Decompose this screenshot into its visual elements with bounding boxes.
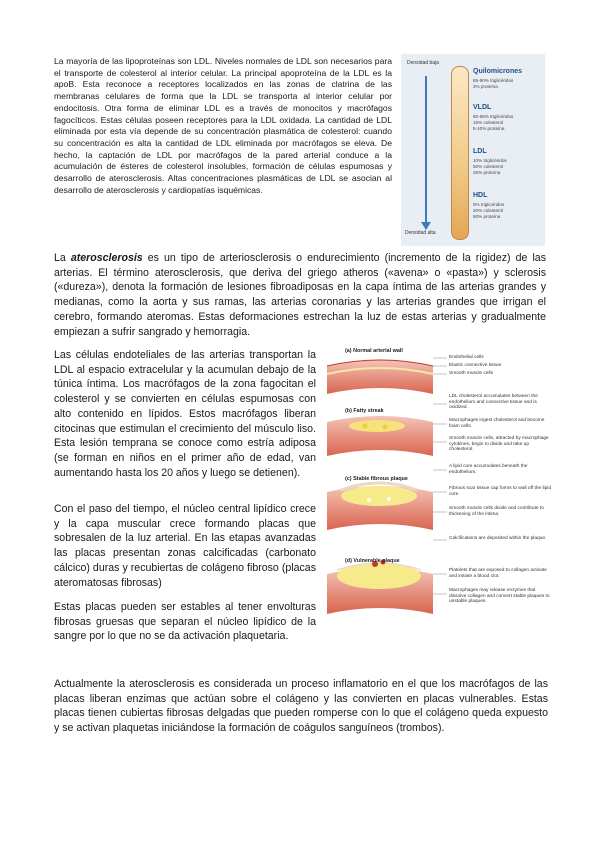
intro-paragraph: La mayoría de las lipoproteínas son LDL. Niveles normales de LDL son necesarios para el transporte de colesterol al interior celular. La principal apoproteína de la LDL es la apoB. Esta reconoce a receptores localizados en las zonas de clatrina de las membranas celulares de forma que la LDL se transporta al interior celular por endocitosis. Otra forma de eliminar LDL es a través de monocitos y macrófagos fagocíticos. Estas células poseen receptores para la LDL oxidada. La cantidad de LDL eliminada por esta vía depende de su concentración plasmática de colesterol: cuando su concentración es alta la cantidad de LDL eliminada por macrófagos se eleva. De hecho, la captación de LDL por macrófagos de la pared arterial conduce a la acumulación de ésteres de colesterol insolubles, formación de células espumosas y desarrollo de aterosclerosis. Altas concentraciones plasmáticas de LDL se asocian al desarrollo de aterosclerosis y cardiopatías isquémicas. [54, 56, 392, 195]
endothelial-paragraph: Las células endoteliales de las arterias transportan la LDL al espacio extracelular y la acumulan debajo de la túnica íntima. Los macrófagos de la zona fagocitan el colesterol y se convierten en células espumosas con alto contenido en lípidos. Estos macrófagos liberan citocinas que estimulan el crecimiento del músculo liso. Esta lesión temprana se conoce como estría adiposa (se forman en niños en el primer año de edad, van aumentando hasta los 20 años y luego se detienen). [54, 349, 316, 479]
stage-note: Elastic connective tissue [449, 363, 502, 368]
stage-b-label: (b) Fatty streak [345, 408, 384, 414]
class-name-hdl: HDL [473, 192, 488, 199]
class-name-ldl: LDL [473, 148, 487, 155]
class-name-vldl: VLDL [473, 104, 492, 111]
stage-note: Macrophages may release enzymes that dissolve collagen and convert stable plaques to unstable plaques. [449, 588, 550, 605]
stage-note: Calcifications are deposited within the plaque. [449, 536, 547, 541]
artery-stages-figure [325, 344, 555, 630]
stable-plaque-paragraph: Estas placas pueden ser estables al tener envolturas fibrosas gruesas que separan el núcleo lipídico de la sangre por lo que no se da activación plaquetaria. [54, 601, 316, 643]
class-name-quilomicrones: Quilomicrones [473, 68, 523, 75]
stage-note: Smooth muscle cells [449, 371, 493, 376]
stage-c-label: (c) Stable fibrous plaque [345, 476, 408, 482]
term-aterosclerosis: aterosclerosis [70, 252, 143, 264]
stage-note: Endothelial cells [449, 355, 484, 360]
definition-paragraph: La aterosclerosis es un tipo de arteriosclerosis o endurecimiento (incremento de la rigidez) de las arterias. El término aterosclerosis, que deriva del griego atheros («avena» o «pasta») y sclerosis («dureza»), denota la formación de lesiones fibroadiposas en la capa íntima de las arterias grandes y medianas, como la aorta y sus ramas, las arterias coronarias y las arterias grandes que irrigan el cerebro, formando ateromas. Estas deformaciones estrechan la luz de estas arterias y gradualmente empiezan a sufrir sangrado y hemorragia. [54, 252, 546, 338]
stage-d-label: (d) Vulnerable plaque [345, 558, 400, 564]
stage-note: Smooth muscle cells divide and contribute to thickening of the intima. [449, 506, 544, 517]
class-comp: 85-90% triglicéridos 2% proteína [473, 78, 514, 89]
inflammation-paragraph: Actualmente la aterosclerosis es considerada un proceso inflamatorio en el que los macrófagos de las placas liberan enzimas que actúan sobre el colágeno y las convierten en placas vulnerables. Estas placas tienen cubiertas fibrosas delgadas que pueden romperse con lo que el colágeno queda expuesto y se activan plaquetas iniciándose la formación de coágulos sanguíneos (trombos). [54, 678, 548, 735]
density-arrow-icon [421, 72, 431, 232]
stage-note: Smooth muscle cells, attracted by macrophage cytokines, begin to divide and take up cholesterol. [449, 436, 549, 453]
stage-note: A lipid core accumulates beneath the endothelium. [449, 464, 528, 475]
class-comp: 5% triglicéridos 20% colesterol 50% proteína [473, 202, 505, 219]
stage-note: Macrophages ingest cholesterol and become foam cells. [449, 418, 545, 429]
stage-a-label: (a) Normal arterial wall [345, 348, 403, 354]
stage-note: Platelets that are exposed to collagen activate and initiate a blood clot. [449, 568, 547, 579]
lipoprotein-figure [401, 54, 545, 246]
lipoprotein-tube [451, 66, 469, 240]
stage-note: Fibrous scar tissue cap forms to wall off the lipid core. [449, 486, 552, 497]
class-comp: 60-65% triglicéridos 15% colesterol 5-10% proteína [473, 114, 514, 131]
axis-bottom-label: Densidad alta [405, 230, 436, 236]
class-comp: 10% triglicéridos 50% colesterol 25% proteína [473, 158, 507, 175]
plaque-growth-paragraph: Con el paso del tiempo, el núcleo central lipídico crece y la capa muscular crece formando placas que sobresalen de la luz arterial. En las etapas avanzadas las placas presentan zonas calcificadas (carbonato cálcico) duras y recubiertas de colágeno fibroso (placas ateromatosas fibrosas) [54, 503, 316, 589]
axis-top-label: Densidad baja [407, 60, 439, 66]
stage-note: LDL cholesterol accumulates between the endothelium and connective tissue and is oxidized. [449, 394, 538, 411]
